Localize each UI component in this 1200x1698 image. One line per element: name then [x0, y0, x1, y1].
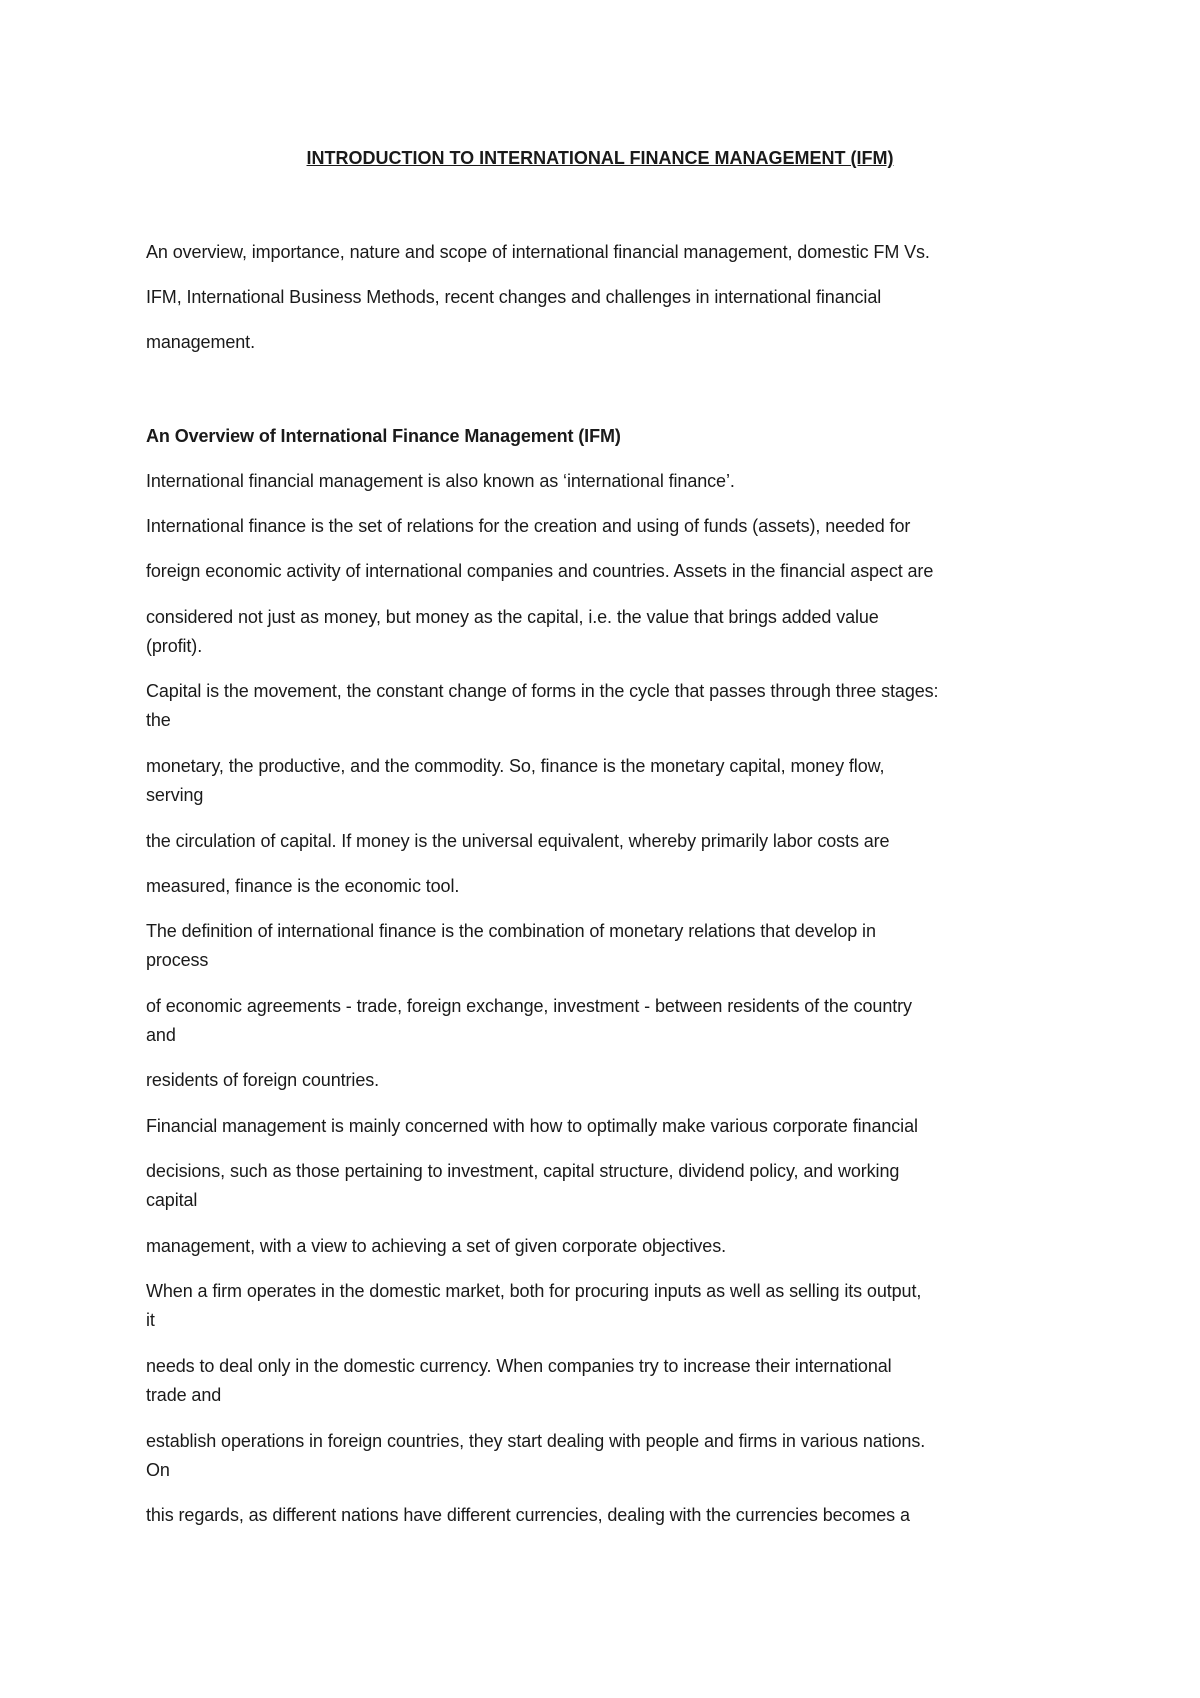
body-line: measured, finance is the economic tool.: [146, 876, 460, 896]
body-line: needs to deal only in the domestic currency. When companies try to increase their international: [146, 1356, 892, 1376]
body-line: serving: [146, 785, 204, 805]
body-line: monetary, the productive, and the commodity. So, finance is the monetary capital, money flow,: [146, 756, 885, 776]
intro-line: An overview, importance, nature and scope of international financial management, domestic FM Vs.: [146, 242, 930, 262]
body-line: considered not just as money, but money as the capital, i.e. the value that brings added value: [146, 607, 879, 627]
body-line: the circulation of capital. If money is the universal equivalent, whereby primarily labor costs are: [146, 831, 890, 851]
body-line: foreign economic activity of international companies and countries. Assets in the financial aspect are: [146, 561, 934, 581]
body-line: establish operations in foreign countries, they start dealing with people and firms in various nations.: [146, 1431, 926, 1451]
body-line: process: [146, 950, 209, 970]
body-line: capital: [146, 1190, 198, 1210]
body-line: management, with a view to achieving a set of given corporate objectives.: [146, 1236, 727, 1256]
body-line: it: [146, 1310, 155, 1330]
body-line: International financial management is also known as ‘international finance’.: [146, 471, 735, 491]
body-line: and: [146, 1025, 176, 1045]
intro-line: management.: [146, 332, 255, 352]
body-line: (profit).: [146, 636, 203, 656]
body-line: When a firm operates in the domestic market, both for procuring inputs as well as selling its output,: [146, 1281, 922, 1301]
body-line: trade and: [146, 1385, 222, 1405]
body-line: International finance is the set of relations for the creation and using of funds (assets), needed for: [146, 516, 911, 536]
body-line: decisions, such as those pertaining to investment, capital structure, dividend policy, and working: [146, 1161, 900, 1181]
body-line: The definition of international finance is the combination of monetary relations that develop in: [146, 921, 876, 941]
body-line: of economic agreements - trade, foreign exchange, investment - between residents of the country: [146, 996, 912, 1016]
body-line: On: [146, 1460, 170, 1480]
body-line: Financial management is mainly concerned with how to optimally make various corporate financial: [146, 1116, 918, 1136]
body-line: residents of foreign countries.: [146, 1070, 380, 1090]
body-line: Capital is the movement, the constant change of forms in the cycle that passes through three stages:: [146, 681, 939, 701]
intro-line: IFM, International Business Methods, recent changes and challenges in international financial: [146, 287, 882, 307]
body-line: this regards, as different nations have different currencies, dealing with the currencies becomes a: [146, 1505, 910, 1525]
section-heading: An Overview of International Finance Management (IFM): [146, 426, 621, 446]
body-line: the: [146, 710, 171, 730]
document-title: INTRODUCTION TO INTERNATIONAL FINANCE MANAGEMENT (IFM): [306, 148, 894, 168]
